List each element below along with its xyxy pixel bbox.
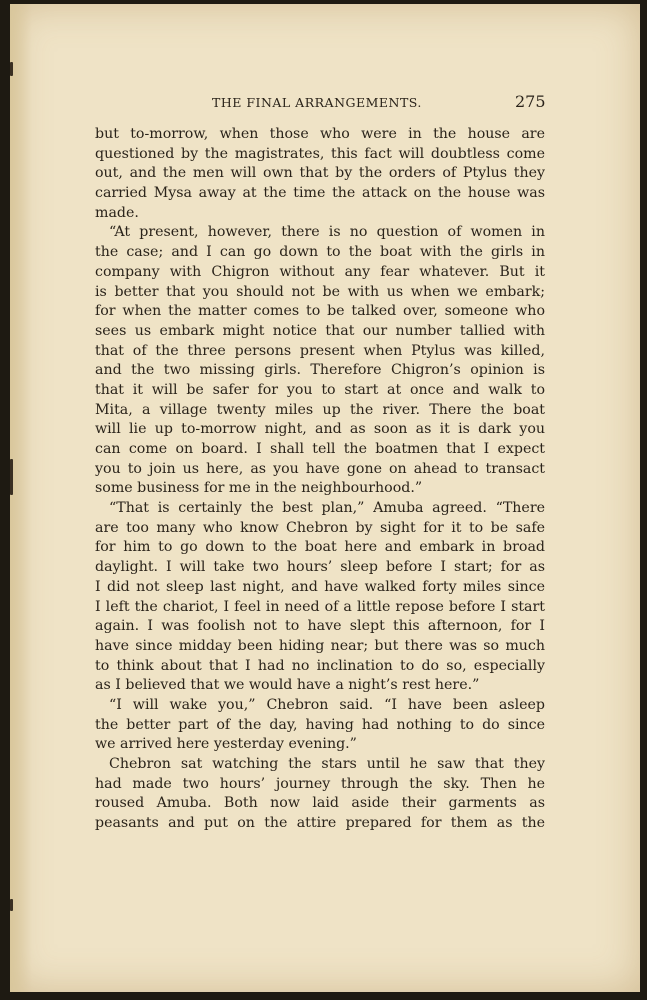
text-line: peasants and put on the attire prepared for them as the (95, 815, 545, 832)
text-line: company with Chigron without any fear whatever. But it (95, 263, 545, 280)
binding-mark (10, 62, 13, 76)
text-line: for him to go down to the boat here and embark in broad (95, 539, 545, 556)
text-line: that of the three persons present when Ptylus was killed, (95, 342, 545, 359)
text-line: Mita, a village twenty miles up the river. There the boat (95, 401, 545, 418)
text-line: roused Amuba. Both now laid aside their garments as (95, 795, 545, 812)
text-line: to think about that I had no inclination to do so, especially (95, 657, 545, 674)
text-line: have since midday been hiding near; but there was so much (95, 637, 545, 654)
text-line: “At present, however, there is no question of women in (109, 224, 545, 241)
text-line: I did not sleep last night, and have walked forty miles since (95, 578, 545, 595)
text-line: the better part of the day, having had nothing to do since (95, 716, 545, 733)
text-line: again. I was foolish not to have slept this afternoon, for I (95, 618, 545, 635)
page-number: 275 (515, 92, 546, 111)
binding-mark (10, 459, 13, 495)
page-header (10, 92, 640, 114)
text-line: carried Mysa away at the time the attack on the house was (95, 185, 545, 202)
text-line: will lie up to-morrow night, and as soon as it is dark you (95, 421, 545, 438)
text-line: questioned by the magistrates, this fact will doubtless come (95, 145, 545, 162)
text-line: for when the matter comes to be talked over, someone who (95, 303, 545, 320)
text-line: the case; and I can go down to the boat with the girls in (95, 244, 545, 261)
text-line: can come on board. I shall tell the boatmen that I expect (95, 441, 545, 457)
text-line: some business for me in the neighbourhood.” (95, 480, 423, 497)
text-line: are too many who know Chebron by sight for it to be safe (95, 519, 545, 536)
text-line: Chebron sat watching the stars until he saw that they (109, 756, 545, 772)
running-head: THE FINAL ARRANGEMENTS. (212, 95, 422, 110)
book-page (10, 4, 640, 992)
text-line: had made two hours’ journey through the sky. Then he (95, 775, 545, 792)
text-line: daylight. I will take two hours’ sleep before I start; for as (95, 559, 545, 576)
text-line: and the two missing girls. Therefore Chigron’s opinion is (95, 362, 545, 379)
binding-mark (10, 899, 13, 911)
text-line: “I will wake you,” Chebron said. “I have been asleep (109, 696, 545, 713)
text-line: that it will be safer for you to start at once and walk to (95, 381, 545, 398)
page-gutter (10, 4, 32, 992)
text-line: I left the chariot, I feel in need of a little repose before I start (95, 598, 545, 615)
text-line: out, and the men will own that by the orders of Ptylus they (95, 165, 545, 182)
text-line: but to-morrow, when those who were in the house are (95, 126, 545, 142)
text-line: “That is certainly the best plan,” Amuba agreed. “There (109, 500, 545, 517)
text-line: sees us embark might notice that our number tallied with (95, 322, 545, 339)
body-text (95, 125, 545, 834)
text-line: as I believed that we would have a night’s rest here.” (95, 677, 480, 694)
text-line: we arrived here yesterday evening.” (95, 736, 357, 753)
text-line: made. (95, 204, 139, 221)
text-line: you to join us here, as you have gone on ahead to transact (95, 460, 545, 477)
text-line: is better that you should not be with us when we embark; (95, 283, 545, 300)
